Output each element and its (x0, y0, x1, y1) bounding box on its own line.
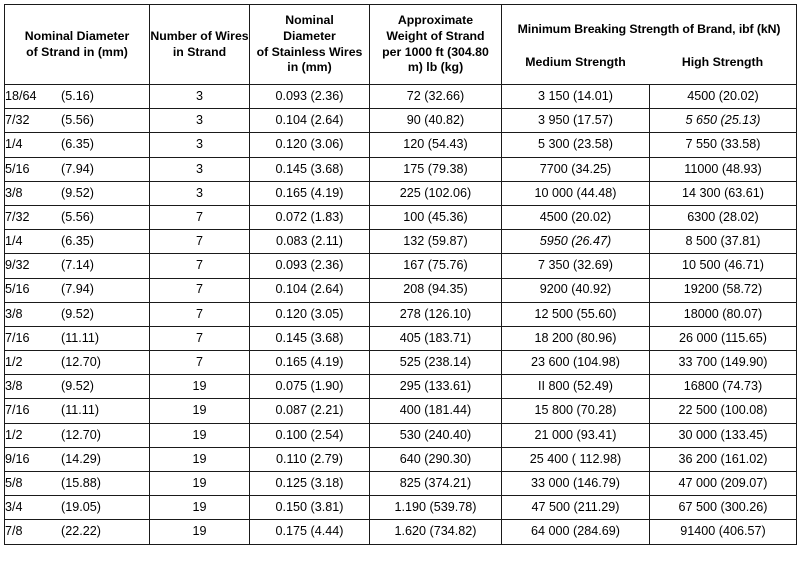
diameter-fraction: 1/4 (5, 137, 23, 152)
cell-stainless-wire-diameter: 0.100 (2.54) (250, 423, 370, 447)
table-row (5, 181, 797, 205)
cell-stainless-wire-diameter: 0.072 (1.83) (250, 205, 370, 229)
strand-specification-table (4, 4, 797, 545)
cell-number-of-wires: 3 (150, 157, 250, 181)
cell-number-of-wires: 19 (150, 375, 250, 399)
cell-stainless-wire-diameter: 0.093 (2.36) (250, 254, 370, 278)
cell-medium-strength: 18 200 (80.96) (502, 326, 650, 350)
cell-approximate-weight: 208 (94.35) (370, 278, 502, 302)
cell-nominal-diameter-strand (5, 230, 150, 254)
cell-stainless-wire-diameter: 0.075 (1.90) (250, 375, 370, 399)
cell-number-of-wires: 7 (150, 326, 250, 350)
cell-number-of-wires: 19 (150, 472, 250, 496)
diameter-fraction: 18/64 (5, 88, 37, 103)
cell-medium-strength: 9200 (40.92) (502, 278, 650, 302)
cell-number-of-wires: 19 (150, 423, 250, 447)
cell-high-strength: 16800 (74.73) (650, 375, 797, 399)
diameter-millimeters: (9.52) (61, 306, 94, 321)
header-medium-strength: Medium Strength (525, 55, 626, 69)
diameter-fraction: 5/16 (5, 282, 30, 297)
cell-approximate-weight: 72 (32.66) (370, 85, 502, 109)
cell-approximate-weight: 405 (183.71) (370, 326, 502, 350)
cell-stainless-wire-diameter: 0.104 (2.64) (250, 278, 370, 302)
table-header (5, 5, 797, 85)
diameter-fraction: 9/16 (5, 451, 30, 466)
diameter-fraction: 7/32 (5, 209, 30, 224)
cell-approximate-weight: 400 (181.44) (370, 399, 502, 423)
diameter-millimeters: (5.56) (61, 113, 94, 128)
cell-nominal-diameter-strand (5, 205, 150, 229)
cell-high-strength: 10 500 (46.71) (650, 254, 797, 278)
cell-high-strength: 14 300 (63.61) (650, 181, 797, 205)
cell-medium-strength: 33 000 (146.79) (502, 472, 650, 496)
diameter-millimeters: (5.16) (61, 88, 94, 103)
cell-nominal-diameter-strand (5, 496, 150, 520)
diameter-millimeters: (19.05) (61, 500, 101, 515)
header-line: Nominal Diameter (24, 28, 130, 43)
cell-stainless-wire-diameter: 0.093 (2.36) (250, 85, 370, 109)
cell-high-strength: 22 500 (100.08) (650, 399, 797, 423)
diameter-millimeters: (6.35) (61, 234, 94, 249)
cell-nominal-diameter-strand (5, 472, 150, 496)
cell-stainless-wire-diameter: 0.165 (4.19) (250, 351, 370, 375)
diameter-millimeters: (7.14) (61, 258, 94, 273)
cell-approximate-weight: 167 (75.76) (370, 254, 502, 278)
diameter-millimeters: (5.56) (61, 209, 94, 224)
cell-approximate-weight: 175 (79.38) (370, 157, 502, 181)
cell-high-strength: 19200 (58.72) (650, 278, 797, 302)
cell-medium-strength: 15 800 (70.28) (502, 399, 650, 423)
cell-medium-strength: 21 000 (93.41) (502, 423, 650, 447)
cell-nominal-diameter-strand (5, 157, 150, 181)
header-high-strength: High Strength (681, 55, 764, 69)
cell-number-of-wires: 7 (150, 351, 250, 375)
table-row (5, 375, 797, 399)
cell-approximate-weight: 1.620 (734.82) (370, 520, 502, 544)
cell-approximate-weight: 825 (374.21) (370, 472, 502, 496)
table-row (5, 326, 797, 350)
cell-high-strength: 8 500 (37.81) (650, 230, 797, 254)
diameter-fraction: 7/16 (5, 403, 30, 418)
cell-number-of-wires: 7 (150, 205, 250, 229)
table-row (5, 85, 797, 109)
header-line: in (mm) (287, 60, 332, 75)
cell-number-of-wires: 3 (150, 133, 250, 157)
diameter-fraction: 3/4 (5, 500, 23, 515)
cell-stainless-wire-diameter: 0.110 (2.79) (250, 447, 370, 471)
cell-number-of-wires: 19 (150, 496, 250, 520)
cell-nominal-diameter-strand (5, 351, 150, 375)
cell-approximate-weight: 278 (126.10) (370, 302, 502, 326)
diameter-millimeters: (12.70) (61, 427, 101, 442)
cell-number-of-wires: 7 (150, 254, 250, 278)
diameter-millimeters: (6.35) (61, 137, 94, 152)
cell-nominal-diameter-strand (5, 254, 150, 278)
cell-nominal-diameter-strand (5, 326, 150, 350)
cell-medium-strength: 25 400 ( 112.98) (502, 447, 650, 471)
diameter-millimeters: (9.52) (61, 379, 94, 394)
cell-high-strength: 5 650 (25.13) (650, 109, 797, 133)
cell-stainless-wire-diameter: 0.145 (3.68) (250, 326, 370, 350)
cell-number-of-wires: 19 (150, 520, 250, 544)
cell-medium-strength: 3 950 (17.57) (502, 109, 650, 133)
table-row (5, 230, 797, 254)
cell-number-of-wires: 7 (150, 302, 250, 326)
cell-high-strength: 33 700 (149.90) (650, 351, 797, 375)
page-root (0, 4, 800, 580)
cell-number-of-wires: 3 (150, 181, 250, 205)
header-line: Diameter (283, 28, 336, 43)
header-minimum-breaking-strength-group (502, 5, 797, 85)
diameter-millimeters: (22.22) (61, 524, 101, 539)
cell-approximate-weight: 90 (40.82) (370, 109, 502, 133)
diameter-millimeters: (11.11) (61, 330, 100, 345)
cell-medium-strength: 10 000 (44.48) (502, 181, 650, 205)
cell-high-strength: 91400 (406.57) (650, 520, 797, 544)
cell-nominal-diameter-strand (5, 181, 150, 205)
cell-high-strength: 11000 (48.93) (650, 157, 797, 181)
cell-approximate-weight: 530 (240.40) (370, 423, 502, 447)
cell-medium-strength: 47 500 (211.29) (502, 496, 650, 520)
cell-high-strength: 67 500 (300.26) (650, 496, 797, 520)
header-nominal-diameter-stainless (250, 5, 370, 85)
diameter-fraction: 1/4 (5, 234, 23, 249)
table-row (5, 109, 797, 133)
cell-high-strength: 36 200 (161.02) (650, 447, 797, 471)
cell-medium-strength: 7700 (34.25) (502, 157, 650, 181)
table-row (5, 278, 797, 302)
table-body (5, 85, 797, 545)
diameter-fraction: 9/32 (5, 258, 30, 273)
cell-high-strength: 6300 (28.02) (650, 205, 797, 229)
diameter-fraction: 3/8 (5, 306, 23, 321)
diameter-fraction: 3/8 (5, 379, 23, 394)
cell-approximate-weight: 120 (54.43) (370, 133, 502, 157)
cell-stainless-wire-diameter: 0.087 (2.21) (250, 399, 370, 423)
diameter-fraction: 7/8 (5, 524, 23, 539)
diameter-fraction: 5/8 (5, 475, 23, 490)
table-row (5, 351, 797, 375)
cell-medium-strength: 4500 (20.02) (502, 205, 650, 229)
table-row (5, 133, 797, 157)
cell-nominal-diameter-strand (5, 85, 150, 109)
table-row (5, 157, 797, 181)
diameter-millimeters: (15.88) (61, 475, 101, 490)
cell-approximate-weight: 100 (45.36) (370, 205, 502, 229)
diameter-millimeters: (12.70) (61, 355, 101, 370)
table-row (5, 423, 797, 447)
cell-stainless-wire-diameter: 0.120 (3.06) (250, 133, 370, 157)
header-line: Nominal (285, 13, 334, 28)
cell-high-strength: 18000 (80.07) (650, 302, 797, 326)
cell-medium-strength: 5 300 (23.58) (502, 133, 650, 157)
cell-nominal-diameter-strand (5, 520, 150, 544)
cell-nominal-diameter-strand (5, 399, 150, 423)
cell-stainless-wire-diameter: 0.104 (2.64) (250, 109, 370, 133)
cell-approximate-weight: 525 (238.14) (370, 351, 502, 375)
diameter-millimeters: (7.94) (61, 161, 94, 176)
table-row (5, 520, 797, 544)
cell-nominal-diameter-strand (5, 447, 150, 471)
diameter-fraction: 7/32 (5, 113, 30, 128)
cell-number-of-wires: 19 (150, 399, 250, 423)
cell-high-strength: 4500 (20.02) (650, 85, 797, 109)
diameter-fraction: 3/8 (5, 185, 23, 200)
header-line: m) lb (kg) (407, 60, 464, 75)
diameter-millimeters: (14.29) (61, 451, 101, 466)
diameter-fraction: 1/2 (5, 427, 23, 442)
cell-nominal-diameter-strand (5, 278, 150, 302)
cell-stainless-wire-diameter: 0.165 (4.19) (250, 181, 370, 205)
header-row (5, 5, 797, 85)
header-line: Approximate (397, 13, 474, 28)
cell-nominal-diameter-strand (5, 375, 150, 399)
cell-high-strength: 26 000 (115.65) (650, 326, 797, 350)
cell-number-of-wires: 3 (150, 109, 250, 133)
cell-stainless-wire-diameter: 0.083 (2.11) (250, 230, 370, 254)
cell-number-of-wires: 19 (150, 447, 250, 471)
header-line: Weight of Strand (386, 28, 485, 43)
cell-nominal-diameter-strand (5, 109, 150, 133)
cell-approximate-weight: 1.190 (539.78) (370, 496, 502, 520)
cell-medium-strength: 3 150 (14.01) (502, 85, 650, 109)
cell-approximate-weight: 132 (59.87) (370, 230, 502, 254)
cell-medium-strength: 7 350 (32.69) (502, 254, 650, 278)
cell-high-strength: 47 000 (209.07) (650, 472, 797, 496)
header-group-title: Minimum Breaking Strength of Brand, ibf (kN) (517, 22, 781, 37)
diameter-millimeters: (7.94) (61, 282, 94, 297)
header-line: Number of Wires (150, 28, 249, 43)
header-nominal-diameter-strand (5, 5, 150, 85)
diameter-fraction: 7/16 (5, 330, 30, 345)
cell-approximate-weight: 640 (290.30) (370, 447, 502, 471)
cell-high-strength: 7 550 (33.58) (650, 133, 797, 157)
diameter-fraction: 5/16 (5, 161, 30, 176)
table-row (5, 496, 797, 520)
cell-number-of-wires: 3 (150, 85, 250, 109)
cell-nominal-diameter-strand (5, 133, 150, 157)
cell-stainless-wire-diameter: 0.125 (3.18) (250, 472, 370, 496)
cell-stainless-wire-diameter: 0.150 (3.81) (250, 496, 370, 520)
cell-high-strength: 30 000 (133.45) (650, 423, 797, 447)
cell-approximate-weight: 225 (102.06) (370, 181, 502, 205)
cell-stainless-wire-diameter: 0.175 (4.44) (250, 520, 370, 544)
header-line: of Strand in (mm) (26, 44, 128, 59)
cell-nominal-diameter-strand (5, 302, 150, 326)
table-row (5, 205, 797, 229)
cell-stainless-wire-diameter: 0.120 (3.05) (250, 302, 370, 326)
header-line: in Strand (172, 44, 227, 59)
table-row (5, 254, 797, 278)
header-line: of Stainless Wires (256, 44, 363, 59)
cell-medium-strength: 23 600 (104.98) (502, 351, 650, 375)
cell-nominal-diameter-strand (5, 423, 150, 447)
cell-number-of-wires: 7 (150, 278, 250, 302)
cell-number-of-wires: 7 (150, 230, 250, 254)
table-row (5, 472, 797, 496)
cell-approximate-weight: 295 (133.61) (370, 375, 502, 399)
table-row (5, 302, 797, 326)
header-number-of-wires (150, 5, 250, 85)
cell-medium-strength: II 800 (52.49) (502, 375, 650, 399)
header-line: per 1000 ft (304.80 (382, 44, 489, 59)
header-approximate-weight (370, 5, 502, 85)
diameter-millimeters: (9.52) (61, 185, 94, 200)
cell-medium-strength: 12 500 (55.60) (502, 302, 650, 326)
cell-medium-strength: 64 000 (284.69) (502, 520, 650, 544)
table-row (5, 447, 797, 471)
diameter-millimeters: (11.11) (61, 403, 100, 418)
cell-medium-strength: 5950 (26.47) (502, 230, 650, 254)
table-row (5, 399, 797, 423)
diameter-fraction: 1/2 (5, 355, 23, 370)
cell-stainless-wire-diameter: 0.145 (3.68) (250, 157, 370, 181)
